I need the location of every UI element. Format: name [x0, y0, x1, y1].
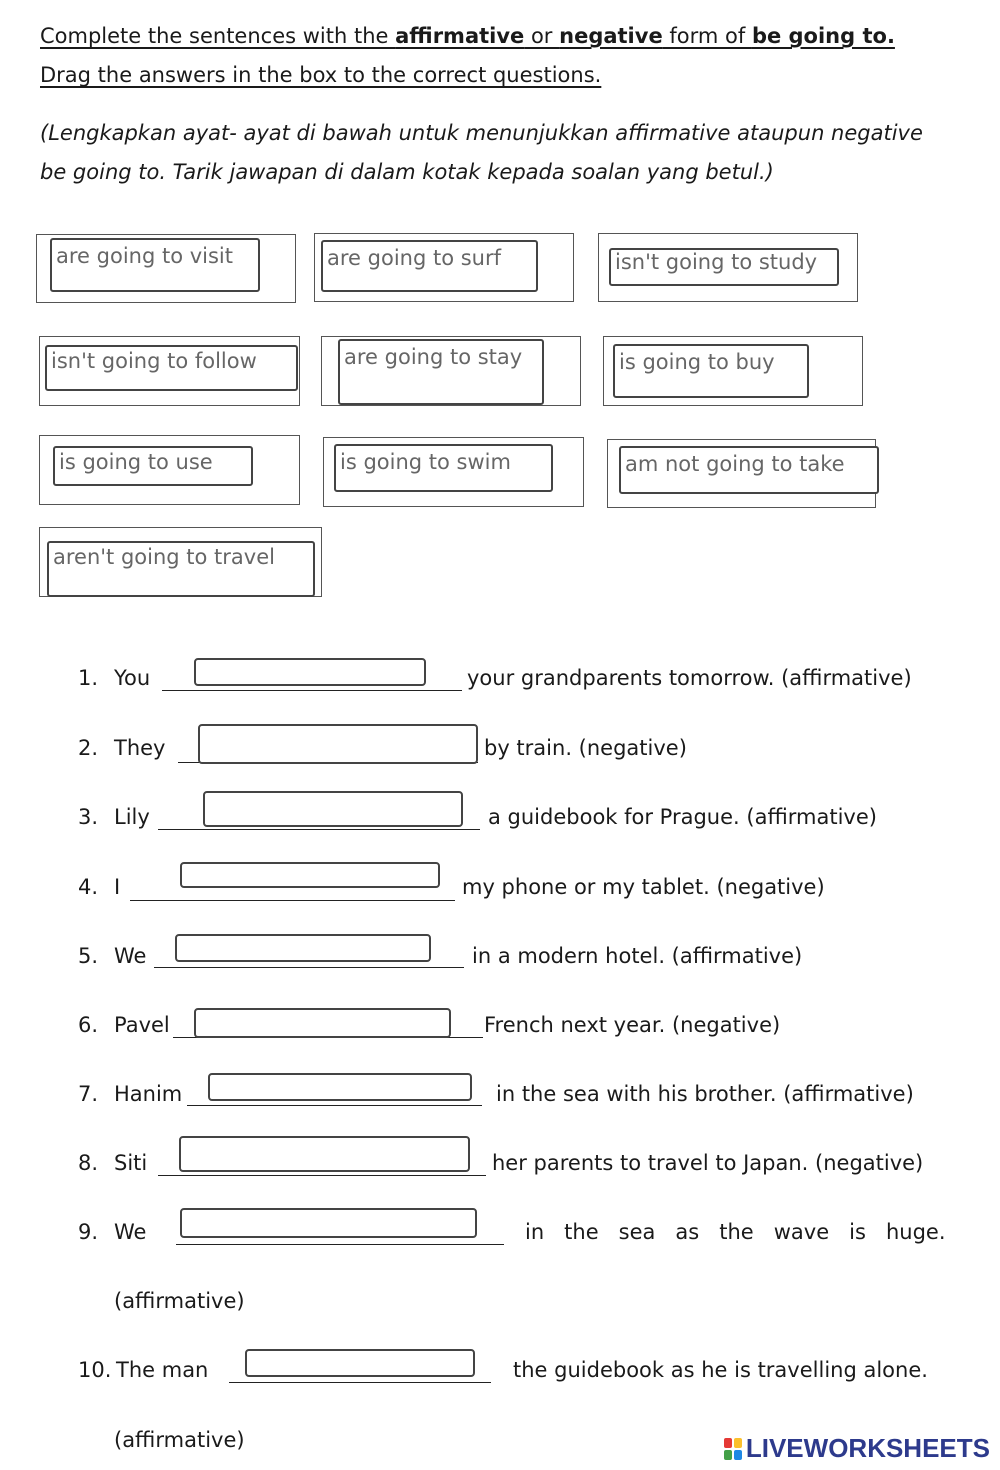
question-text: my phone or my tablet. (negative) — [462, 875, 825, 899]
question-1 — [78, 666, 150, 690]
drop-box-3[interactable] — [203, 791, 463, 827]
question-number: 2. — [78, 736, 99, 760]
question-number: 4. — [78, 875, 99, 899]
answer-chip[interactable]: are going to visit — [50, 238, 260, 292]
instruction-be-going-to: be going to. — [751, 24, 895, 48]
question-text: in a modern hotel. (affirmative) — [472, 944, 803, 968]
question-2 — [78, 736, 166, 760]
question-6 — [78, 1013, 170, 1037]
question-continuation: (affirmative) — [114, 1428, 245, 1452]
malay-instruction-line-1: (Lengkapkan ayat- ayat di bawah untuk menunjukkan affirmative ataupun negative — [40, 121, 923, 145]
instruction-text: or — [524, 24, 560, 48]
liveworksheets-logo — [724, 1433, 990, 1464]
brand-name: LIVEWORKSHEETS — [745, 1433, 990, 1463]
instruction-line-2: Drag the answers in the box to the correct questions. — [40, 63, 602, 87]
question-4 — [78, 875, 120, 899]
answer-chip[interactable]: am not going to take — [619, 446, 879, 494]
instruction-line-1 — [40, 24, 895, 48]
question-text: in the sea as the wave is huge. — [525, 1220, 946, 1244]
question-subject: The man — [116, 1358, 209, 1382]
answer-chip[interactable]: aren't going to travel — [47, 541, 315, 597]
question-8 — [78, 1151, 147, 1175]
question-text: French next year. (negative) — [484, 1013, 781, 1037]
question-number: 6. — [78, 1013, 99, 1037]
question-number: 8. — [78, 1151, 99, 1175]
question-subject: Pavel — [114, 1013, 170, 1037]
question-7 — [78, 1082, 182, 1106]
drop-box-4[interactable] — [180, 862, 440, 888]
question-9 — [78, 1220, 146, 1244]
question-subject: Siti — [114, 1151, 148, 1175]
instruction-text: Complete the sentences with the — [40, 24, 396, 48]
question-subject: Lily — [114, 805, 150, 829]
instruction-negative: negative — [559, 24, 663, 48]
question-subject: You — [114, 666, 151, 690]
question-text: by train. (negative) — [484, 736, 687, 760]
question-number: 3. — [78, 805, 99, 829]
question-5 — [78, 944, 146, 968]
question-text: your grandparents tomorrow. (affirmative) — [467, 666, 912, 690]
question-subject: We — [114, 1220, 147, 1244]
answer-chip[interactable]: isn't going to study — [609, 248, 839, 286]
answer-chip[interactable]: are going to surf — [321, 240, 538, 292]
question-number: 10. — [78, 1358, 112, 1382]
answer-line — [154, 967, 464, 968]
drop-box-5[interactable] — [175, 934, 431, 962]
question-subject: We — [114, 944, 147, 968]
drop-box-10[interactable] — [245, 1349, 475, 1377]
question-text: her parents to travel to Japan. (negative) — [492, 1151, 924, 1175]
answer-chip[interactable]: is going to buy — [613, 344, 809, 398]
answer-line — [158, 1175, 486, 1176]
question-subject: They — [114, 736, 166, 760]
answer-chip[interactable]: are going to stay — [338, 339, 544, 405]
question-10 — [78, 1358, 208, 1382]
question-number: 7. — [78, 1082, 99, 1106]
instruction-affirmative: affirmative — [395, 24, 525, 48]
question-text: a guidebook for Prague. (affirmative) — [488, 805, 877, 829]
drop-box-9[interactable] — [180, 1208, 477, 1238]
drop-box-6[interactable] — [194, 1008, 451, 1038]
answer-line — [176, 1244, 504, 1245]
answer-line — [130, 900, 455, 901]
liveworksheets-icon — [724, 1438, 742, 1460]
answer-line — [187, 1105, 482, 1106]
question-number: 5. — [78, 944, 99, 968]
question-subject: I — [114, 875, 121, 899]
answer-line — [158, 829, 480, 830]
drop-box-7[interactable] — [208, 1073, 472, 1101]
answer-line — [162, 690, 462, 691]
answer-line — [229, 1382, 491, 1383]
question-subject: Hanim — [114, 1082, 183, 1106]
question-3 — [78, 805, 150, 829]
question-number: 9. — [78, 1220, 99, 1244]
answer-chip[interactable]: is going to use — [53, 446, 253, 486]
question-text: in the sea with his brother. (affirmative) — [496, 1082, 914, 1106]
question-number: 1. — [78, 666, 99, 690]
drop-box-2[interactable] — [198, 724, 478, 764]
question-continuation: (affirmative) — [114, 1289, 245, 1313]
answer-chip[interactable]: isn't going to follow — [45, 345, 298, 391]
answer-chip[interactable]: is going to swim — [334, 444, 553, 492]
malay-instruction-line-2: be going to. Tarik jawapan di dalam kotak kepada soalan yang betul.) — [40, 160, 774, 184]
drop-box-1[interactable] — [194, 658, 426, 686]
drop-box-8[interactable] — [179, 1136, 470, 1172]
instruction-text: form of — [662, 24, 752, 48]
question-text: the guidebook as he is travelling alone. — [513, 1358, 928, 1382]
